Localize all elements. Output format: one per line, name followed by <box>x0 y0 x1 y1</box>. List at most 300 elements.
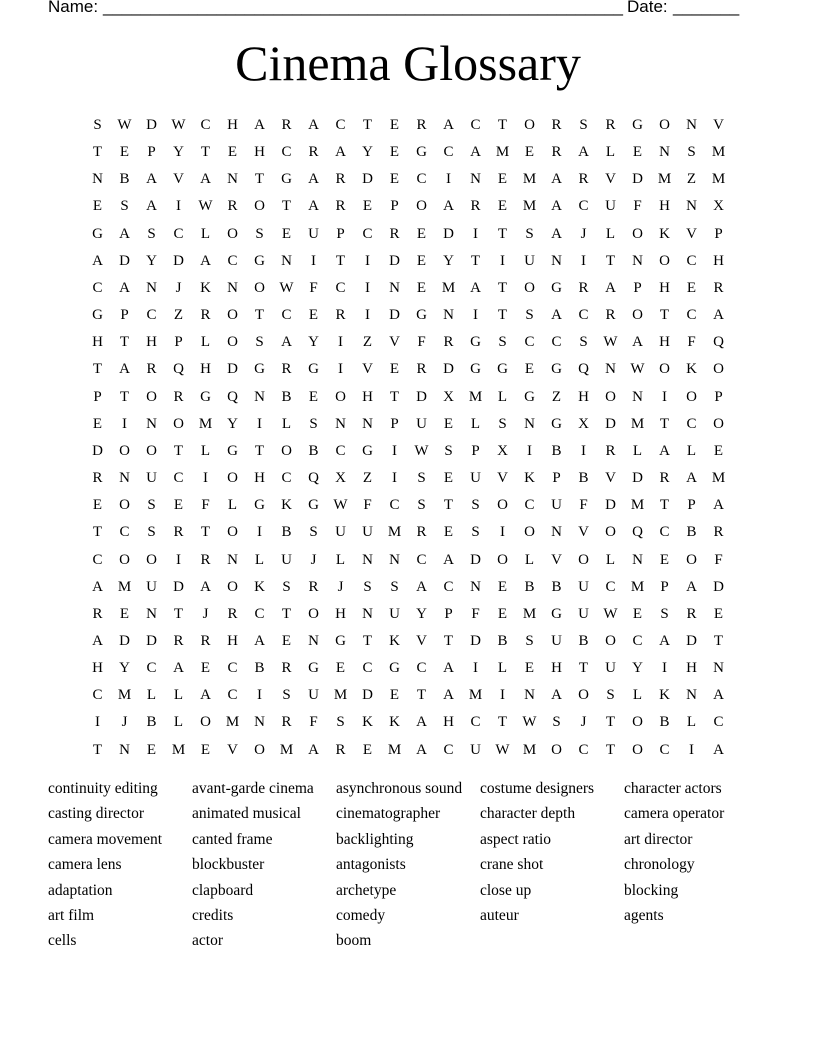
grid-letter[interactable]: R <box>281 117 292 133</box>
grid-letter[interactable]: R <box>335 171 346 188</box>
grid-letter[interactable]: A <box>578 144 589 161</box>
grid-letter[interactable]: O <box>119 551 130 568</box>
grid-letter[interactable]: L <box>686 714 697 731</box>
grid-letter[interactable]: E <box>686 279 697 296</box>
grid-letter[interactable]: P <box>552 470 561 487</box>
grid-letter[interactable]: O <box>227 334 238 351</box>
grid-letter[interactable]: V <box>389 334 400 351</box>
grid-letter[interactable]: I <box>446 171 451 188</box>
grid-letter[interactable]: E <box>92 497 103 514</box>
grid-letter[interactable]: A <box>551 198 562 215</box>
grid-letter[interactable]: U <box>578 578 589 595</box>
grid-letter[interactable]: N <box>713 660 724 677</box>
grid-letter[interactable]: M <box>333 687 348 704</box>
grid-letter[interactable]: N <box>605 361 616 378</box>
grid-letter[interactable]: O <box>659 252 670 269</box>
grid-letter[interactable]: S <box>255 225 264 242</box>
grid-letter[interactable]: L <box>470 415 481 432</box>
grid-letter[interactable]: G <box>308 361 319 378</box>
grid-letter[interactable]: K <box>686 361 697 378</box>
grid-letter[interactable]: H <box>254 470 265 487</box>
grid-letter[interactable]: I <box>527 442 532 459</box>
grid-letter[interactable]: I <box>176 198 181 215</box>
grid-letter[interactable]: M <box>117 578 132 595</box>
grid-letter[interactable]: C <box>146 660 157 677</box>
grid-letter[interactable]: O <box>605 524 616 541</box>
grid-letter[interactable]: N <box>254 714 265 731</box>
grid-letter[interactable]: I <box>581 252 586 269</box>
grid-letter[interactable]: L <box>173 714 184 731</box>
grid-letter[interactable]: U <box>146 578 157 595</box>
grid-letter[interactable]: A <box>146 198 157 215</box>
grid-letter[interactable]: R <box>281 714 292 731</box>
grid-letter[interactable]: O <box>713 361 724 378</box>
grid-letter[interactable]: O <box>281 442 292 459</box>
grid-letter[interactable]: V <box>173 171 184 188</box>
grid-letter[interactable]: S <box>120 198 129 215</box>
grid-letter[interactable]: U <box>281 551 292 568</box>
grid-letter[interactable]: D <box>713 578 724 595</box>
grid-letter[interactable]: C <box>578 198 589 215</box>
grid-letter[interactable]: M <box>711 144 726 161</box>
grid-letter[interactable]: C <box>254 605 265 622</box>
grid-letter[interactable]: C <box>686 307 697 324</box>
grid-letter[interactable]: L <box>497 388 508 405</box>
grid-letter[interactable]: N <box>362 415 373 432</box>
grid-letter[interactable]: N <box>551 252 562 269</box>
grid-letter[interactable]: C <box>632 632 643 649</box>
grid-letter[interactable]: M <box>495 144 510 161</box>
grid-letter[interactable]: B <box>281 524 292 541</box>
grid-letter[interactable]: E <box>119 144 130 161</box>
grid-letter[interactable]: S <box>525 225 534 242</box>
grid-letter[interactable]: Q <box>578 361 589 378</box>
grid-letter[interactable]: G <box>227 442 238 459</box>
grid-letter[interactable]: N <box>335 415 346 432</box>
grid-letter[interactable]: A <box>92 252 103 269</box>
grid-letter[interactable]: E <box>200 741 211 758</box>
grid-letter[interactable]: M <box>387 741 402 758</box>
grid-letter[interactable]: L <box>497 660 508 677</box>
grid-letter[interactable]: O <box>524 279 535 296</box>
grid-letter[interactable]: S <box>687 144 696 161</box>
grid-letter[interactable]: N <box>659 144 670 161</box>
grid-letter[interactable]: S <box>255 334 264 351</box>
grid-letter[interactable]: O <box>524 117 535 133</box>
grid-letter[interactable]: O <box>227 470 238 487</box>
grid-letter[interactable]: C <box>335 442 346 459</box>
grid-letter[interactable]: E <box>281 225 292 242</box>
grid-letter[interactable]: R <box>227 605 238 622</box>
grid-letter[interactable]: V <box>416 632 427 649</box>
grid-letter[interactable]: B <box>524 578 535 595</box>
grid-letter[interactable]: I <box>473 307 478 324</box>
grid-letter[interactable]: Q <box>173 361 184 378</box>
grid-letter[interactable]: I <box>257 524 262 541</box>
grid-letter[interactable]: T <box>254 307 265 324</box>
grid-letter[interactable]: G <box>416 307 427 324</box>
grid-letter[interactable]: N <box>632 388 643 405</box>
grid-letter[interactable]: Z <box>362 470 373 487</box>
grid-letter[interactable]: T <box>713 632 724 649</box>
grid-letter[interactable]: L <box>254 551 265 568</box>
grid-letter[interactable]: E <box>335 660 346 677</box>
grid-letter[interactable]: K <box>659 225 670 242</box>
grid-letter[interactable]: D <box>92 442 103 459</box>
grid-letter[interactable]: O <box>497 497 508 514</box>
grid-letter[interactable]: C <box>416 171 427 188</box>
grid-letter[interactable]: E <box>362 198 373 215</box>
grid-letter[interactable]: B <box>578 632 589 649</box>
grid-letter[interactable]: E <box>92 198 103 215</box>
grid-letter[interactable]: T <box>119 334 130 351</box>
grid-letter[interactable]: N <box>227 171 238 188</box>
grid-letter[interactable]: B <box>551 578 562 595</box>
grid-letter[interactable]: E <box>200 660 211 677</box>
grid-letter[interactable]: K <box>281 497 292 514</box>
grid-letter[interactable]: R <box>389 225 400 242</box>
grid-letter[interactable]: R <box>416 117 427 133</box>
grid-letter[interactable]: H <box>713 252 724 269</box>
grid-letter[interactable]: N <box>524 415 535 432</box>
grid-letter[interactable]: A <box>200 252 211 269</box>
grid-letter[interactable]: C <box>686 252 697 269</box>
grid-letter[interactable]: A <box>308 198 319 215</box>
grid-letter[interactable]: E <box>389 361 400 378</box>
grid-letter[interactable]: U <box>578 605 589 622</box>
grid-letter[interactable]: G <box>551 279 562 296</box>
grid-letter[interactable]: U <box>551 632 562 649</box>
grid-letter[interactable]: A <box>659 632 670 649</box>
grid-letter[interactable]: A <box>254 117 265 133</box>
grid-letter[interactable]: M <box>387 524 402 541</box>
grid-letter[interactable]: L <box>200 225 211 242</box>
grid-letter[interactable]: O <box>254 279 265 296</box>
grid-letter[interactable]: A <box>92 578 103 595</box>
grid-letter[interactable]: I <box>662 388 667 405</box>
grid-letter[interactable]: S <box>579 334 588 351</box>
grid-letter[interactable]: N <box>119 741 130 758</box>
grid-letter[interactable]: L <box>524 551 535 568</box>
grid-letter[interactable]: S <box>417 470 426 487</box>
grid-letter[interactable]: U <box>146 470 157 487</box>
grid-letter[interactable]: O <box>497 551 508 568</box>
grid-letter[interactable]: N <box>551 524 562 541</box>
grid-letter[interactable]: M <box>468 388 483 405</box>
grid-letter[interactable]: L <box>686 442 697 459</box>
grid-letter[interactable]: M <box>279 741 294 758</box>
grid-letter[interactable]: I <box>257 415 262 432</box>
grid-letter[interactable]: O <box>254 741 265 758</box>
grid-letter[interactable]: C <box>686 415 697 432</box>
grid-letter[interactable]: W <box>603 605 618 622</box>
grid-letter[interactable]: A <box>200 171 211 188</box>
grid-letter[interactable]: G <box>92 307 103 324</box>
grid-letter[interactable]: R <box>551 144 562 161</box>
grid-letter[interactable]: H <box>686 660 697 677</box>
grid-letter[interactable]: G <box>308 497 319 514</box>
grid-letter[interactable]: D <box>470 632 481 649</box>
grid-letter[interactable]: O <box>146 551 157 568</box>
grid-letter[interactable]: J <box>337 578 344 595</box>
grid-letter[interactable]: O <box>416 198 427 215</box>
grid-letter[interactable]: O <box>335 388 346 405</box>
grid-letter[interactable]: F <box>579 497 588 514</box>
grid-letter[interactable]: N <box>119 470 130 487</box>
grid-letter[interactable]: C <box>524 334 535 351</box>
grid-letter[interactable]: W <box>630 361 645 378</box>
grid-letter[interactable]: F <box>363 497 372 514</box>
grid-letter[interactable]: S <box>444 442 453 459</box>
grid-letter[interactable]: S <box>147 524 156 541</box>
grid-letter[interactable]: A <box>416 741 427 758</box>
grid-letter[interactable]: P <box>390 415 399 432</box>
grid-letter[interactable]: K <box>389 632 400 649</box>
grid-letter[interactable]: A <box>551 687 562 704</box>
grid-letter[interactable]: R <box>470 198 481 215</box>
grid-letter[interactable]: I <box>122 415 127 432</box>
grid-letter[interactable]: K <box>254 578 265 595</box>
grid-letter[interactable]: P <box>147 144 156 161</box>
grid-letter[interactable]: A <box>335 144 346 161</box>
grid-letter[interactable]: A <box>605 279 616 296</box>
grid-letter[interactable]: S <box>471 524 480 541</box>
grid-letter[interactable]: O <box>200 714 211 731</box>
grid-letter[interactable]: Z <box>686 171 697 188</box>
grid-letter[interactable]: E <box>92 415 103 432</box>
grid-letter[interactable]: O <box>227 225 238 242</box>
grid-letter[interactable]: E <box>713 605 724 622</box>
grid-letter[interactable]: E <box>497 578 508 595</box>
grid-letter[interactable]: N <box>389 279 400 296</box>
grid-letter[interactable]: E <box>524 660 535 677</box>
grid-letter[interactable]: R <box>443 334 454 351</box>
grid-letter[interactable]: W <box>117 117 132 133</box>
grid-letter[interactable]: P <box>714 388 723 405</box>
grid-letter[interactable]: K <box>524 470 535 487</box>
grid-letter[interactable]: D <box>146 632 157 649</box>
grid-letter[interactable]: T <box>92 361 103 378</box>
grid-letter[interactable]: Y <box>119 660 130 677</box>
grid-letter[interactable]: S <box>498 415 507 432</box>
grid-letter[interactable]: C <box>146 307 157 324</box>
grid-letter[interactable]: T <box>605 741 616 758</box>
grid-letter[interactable]: A <box>119 225 130 242</box>
grid-letter[interactable]: R <box>578 279 589 296</box>
grid-letter[interactable]: Z <box>551 388 562 405</box>
grid-letter[interactable]: E <box>389 171 400 188</box>
grid-letter[interactable]: T <box>281 198 292 215</box>
grid-letter[interactable]: D <box>146 117 157 133</box>
grid-letter[interactable]: C <box>92 279 103 296</box>
grid-letter[interactable]: A <box>200 578 211 595</box>
grid-letter[interactable]: D <box>632 470 643 487</box>
grid-letter[interactable]: E <box>443 470 454 487</box>
grid-letter[interactable]: C <box>470 714 481 731</box>
grid-letter[interactable]: G <box>254 252 265 269</box>
grid-letter[interactable]: L <box>146 687 157 704</box>
grid-letter[interactable]: H <box>200 361 211 378</box>
grid-letter[interactable]: S <box>552 714 561 731</box>
grid-letter[interactable]: R <box>416 524 427 541</box>
grid-letter[interactable]: H <box>227 117 238 133</box>
grid-letter[interactable]: C <box>578 741 589 758</box>
grid-letter[interactable]: T <box>173 605 184 622</box>
grid-letter[interactable]: S <box>147 225 156 242</box>
grid-letter[interactable]: S <box>309 415 318 432</box>
grid-letter[interactable]: V <box>551 551 562 568</box>
grid-letter[interactable]: S <box>525 632 534 649</box>
grid-letter[interactable]: V <box>605 470 616 487</box>
grid-letter[interactable]: T <box>200 144 211 161</box>
grid-letter[interactable]: S <box>282 578 291 595</box>
grid-letter[interactable]: N <box>362 551 373 568</box>
grid-letter[interactable]: H <box>659 334 670 351</box>
grid-letter[interactable]: W <box>171 117 186 133</box>
grid-letter[interactable]: C <box>362 225 373 242</box>
grid-letter[interactable]: D <box>119 632 130 649</box>
grid-letter[interactable]: G <box>470 361 481 378</box>
grid-letter[interactable]: A <box>281 334 292 351</box>
grid-letter[interactable]: F <box>201 497 210 514</box>
grid-letter[interactable]: M <box>657 171 672 188</box>
grid-letter[interactable]: U <box>389 605 400 622</box>
grid-letter[interactable]: A <box>659 442 670 459</box>
grid-letter[interactable]: O <box>659 117 670 133</box>
grid-letter[interactable]: D <box>362 687 373 704</box>
grid-letter[interactable]: T <box>443 497 454 514</box>
grid-letter[interactable]: S <box>282 687 291 704</box>
grid-letter[interactable]: E <box>416 279 427 296</box>
grid-letter[interactable]: D <box>443 361 454 378</box>
grid-letter[interactable]: F <box>471 605 480 622</box>
grid-letter[interactable]: X <box>443 388 454 405</box>
grid-letter[interactable]: G <box>551 361 562 378</box>
grid-letter[interactable]: O <box>605 388 616 405</box>
grid-letter[interactable]: G <box>335 632 346 649</box>
grid-letter[interactable]: L <box>200 442 211 459</box>
grid-letter[interactable]: T <box>497 307 508 324</box>
grid-letter[interactable]: M <box>225 714 240 731</box>
grid-letter[interactable]: B <box>659 714 670 731</box>
grid-letter[interactable]: R <box>335 198 346 215</box>
grid-letter[interactable]: M <box>522 741 537 758</box>
grid-letter[interactable]: I <box>473 225 478 242</box>
grid-letter[interactable]: L <box>632 442 643 459</box>
grid-letter[interactable]: Z <box>173 307 184 324</box>
grid-letter[interactable]: R <box>227 198 238 215</box>
grid-letter[interactable]: M <box>711 171 726 188</box>
grid-letter[interactable]: U <box>551 497 562 514</box>
grid-letter[interactable]: D <box>389 252 400 269</box>
grid-letter[interactable]: E <box>389 687 400 704</box>
grid-letter[interactable]: U <box>470 741 481 758</box>
grid-letter[interactable]: R <box>578 171 589 188</box>
grid-letter[interactable]: S <box>660 605 669 622</box>
grid-letter[interactable]: U <box>524 252 535 269</box>
grid-letter[interactable]: C <box>362 660 373 677</box>
grid-letter[interactable]: I <box>311 252 316 269</box>
grid-letter[interactable]: E <box>443 524 454 541</box>
grid-letter[interactable]: N <box>362 605 373 622</box>
grid-letter[interactable]: R <box>200 632 211 649</box>
grid-letter[interactable]: B <box>308 442 319 459</box>
grid-letter[interactable]: G <box>551 605 562 622</box>
grid-letter[interactable]: P <box>633 279 642 296</box>
grid-letter[interactable]: E <box>497 198 508 215</box>
grid-letter[interactable]: C <box>119 524 130 541</box>
grid-letter[interactable]: Q <box>713 334 724 351</box>
grid-letter[interactable]: A <box>416 578 427 595</box>
grid-letter[interactable]: N <box>632 252 643 269</box>
grid-letter[interactable]: M <box>468 687 483 704</box>
grid-letter[interactable]: U <box>308 687 319 704</box>
grid-letter[interactable]: O <box>227 307 238 324</box>
grid-letter[interactable]: T <box>659 415 670 432</box>
grid-letter[interactable]: H <box>659 279 670 296</box>
grid-letter[interactable]: O <box>632 225 643 242</box>
grid-letter[interactable]: A <box>551 225 562 242</box>
grid-letter[interactable]: I <box>500 524 505 541</box>
grid-letter[interactable]: B <box>146 714 157 731</box>
grid-letter[interactable]: F <box>633 198 642 215</box>
grid-letter[interactable]: X <box>578 415 589 432</box>
grid-letter[interactable]: T <box>119 388 130 405</box>
grid-letter[interactable]: O <box>632 714 643 731</box>
grid-letter[interactable]: N <box>686 198 697 215</box>
grid-letter[interactable]: R <box>146 361 157 378</box>
grid-letter[interactable]: J <box>202 605 209 622</box>
grid-letter[interactable]: V <box>686 225 697 242</box>
grid-letter[interactable]: C <box>281 470 292 487</box>
grid-letter[interactable]: L <box>173 687 184 704</box>
grid-letter[interactable]: F <box>417 334 426 351</box>
grid-letter[interactable]: H <box>362 388 373 405</box>
grid-letter[interactable]: N <box>146 279 157 296</box>
grid-letter[interactable]: N <box>470 171 481 188</box>
grid-letter[interactable]: S <box>93 117 102 133</box>
grid-letter[interactable]: R <box>416 361 427 378</box>
grid-letter[interactable]: G <box>551 415 562 432</box>
grid-letter[interactable]: C <box>470 117 481 133</box>
grid-letter[interactable]: T <box>416 687 427 704</box>
grid-letter[interactable]: M <box>117 687 132 704</box>
grid-letter[interactable]: O <box>227 524 238 541</box>
grid-letter[interactable]: O <box>254 198 265 215</box>
grid-letter[interactable]: M <box>441 279 456 296</box>
grid-letter[interactable]: C <box>335 279 346 296</box>
grid-letter[interactable]: T <box>200 524 211 541</box>
grid-letter[interactable]: H <box>92 334 103 351</box>
grid-letter[interactable]: C <box>92 551 103 568</box>
grid-letter[interactable]: R <box>605 307 616 324</box>
grid-letter[interactable]: T <box>659 497 670 514</box>
grid-letter[interactable]: I <box>581 442 586 459</box>
grid-letter[interactable]: W <box>198 198 213 215</box>
grid-letter[interactable]: E <box>632 144 643 161</box>
grid-letter[interactable]: D <box>173 578 184 595</box>
grid-letter[interactable]: I <box>365 307 370 324</box>
grid-letter[interactable]: S <box>390 578 399 595</box>
grid-letter[interactable]: A <box>686 470 697 487</box>
grid-letter[interactable]: G <box>470 334 481 351</box>
grid-letter[interactable]: V <box>227 741 238 758</box>
grid-letter[interactable]: B <box>281 388 292 405</box>
grid-letter[interactable]: N <box>92 171 103 188</box>
grid-letter[interactable]: J <box>121 714 128 731</box>
grid-letter[interactable]: L <box>632 687 643 704</box>
grid-letter[interactable]: S <box>471 497 480 514</box>
